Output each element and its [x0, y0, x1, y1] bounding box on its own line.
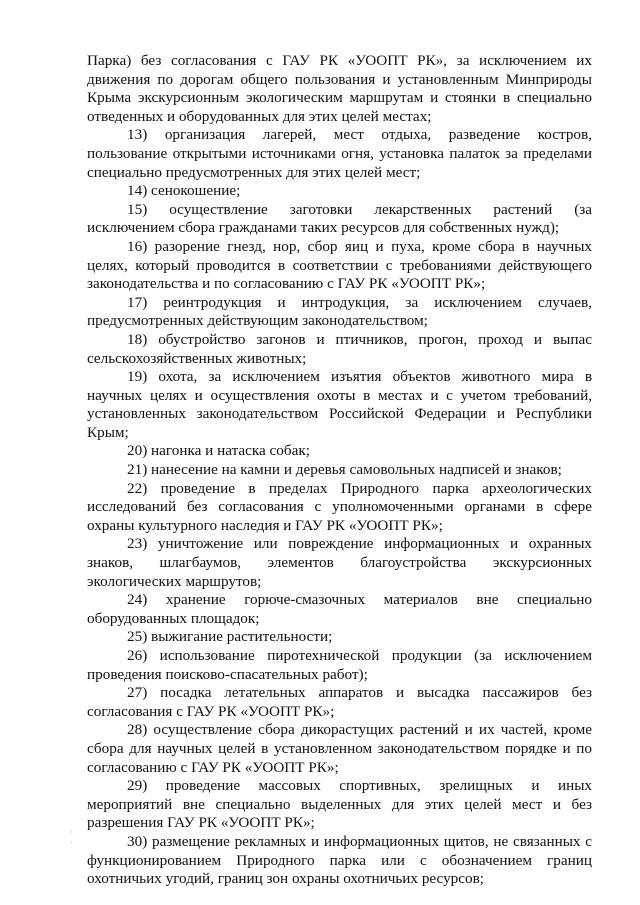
list-item-13: 13) организация лагерей, мест отдыха, разведение костров, пользование открытыми источниками огня, установка палаток за пределами специально предусмотренных для этих целей мест;	[87, 126, 592, 181]
scan-artifact: · ·	[70, 828, 73, 848]
list-item-21: 21) нанесение на камни и деревья самовольных надписей и знаков;	[127, 461, 562, 479]
list-item-26: 26) использование пиротехнической продукции (за исключением проведения поисково-спасательных работ);	[87, 647, 592, 683]
list-item-24: 24) хранение горюче-смазочных материалов вне специально оборудованных площадок;	[87, 591, 592, 627]
list-item-27: 27) посадка летательных аппаратов и высадка пассажиров без согласования с ГАУ РК «УООПТ РК»;	[87, 684, 592, 720]
list-item-25: 25) выжигание растительности;	[127, 628, 333, 646]
list-item-14: 14) сенокошение;	[127, 182, 241, 200]
list-item-15: 15) осуществление заготовки лекарственных растений (за исключением сбора гражданами таких ресурсов для собственных нужд);	[87, 200, 592, 237]
document-body	[87, 52, 592, 889]
list-item-22: 22) проведение в пределах Природного парка археологических исследований без согласования с уполномоченными органами в сфере охраны культурного наследия и ГАУ РК «УООПТ РК»;	[87, 479, 592, 534]
list-item-19: 19) охота, за исключением изъятия объектов животного мира в научных целях и осуществления охоты в местах и с учетом требований, установленных законодательством Российской Федерации и Республики Крым;	[87, 368, 592, 441]
list-item-28: 28) осуществление сбора дикорастущих растений и их частей, кроме сбора для научных целей в установленном законодательством порядке и по согласованию с ГАУ РК «УООПТ РК»;	[87, 721, 592, 776]
list-item-20: 20) нагонка и натаска собак;	[127, 442, 310, 460]
list-item-30: 30) размещение рекламных и информационных щитов, не связанных с функционированием Природного парка или с обозначением границ охотничьих угодий, границ зон охраны охотничьих ресурсов;	[87, 832, 592, 888]
list-item-16: 16) разорение гнезд, нор, сбор яиц и пуха, кроме сбора в научных целях, который проводится в соответствии с требованиями действующего законодательства и по согласованию с ГАУ РК «УООПТ РК»;	[87, 237, 592, 293]
list-item-29: 29) проведение массовых спортивных, зрелищных и иных мероприятий вне специально выделенных для этих целей мест и без разрешения ГАУ РК «УООПТ РК»;	[87, 777, 592, 832]
list-item-17: 17) реинтродукция и интродукция, за исключением случаев, предусмотренных действующим законодательством;	[87, 293, 592, 330]
list-item-18: 18) обустройство загонов и птичников, прогон, проход и выпас сельскохозяйственных животных;	[87, 330, 592, 367]
paragraph-lead: Парка) без согласования с ГАУ РК «УООПТ РК», за исключением их движения по дорогам общего пользования и установленным Минприроды Крыма экскурсионным экологическим маршрутам и стоянки в специально отведенных и оборудованных для этих целей местах;	[87, 52, 592, 125]
list-item-23: 23) уничтожение или повреждение информационных и охранных знаков, шлагбаумов, элементов благоустройства экскурсионных экологических маршрутов;	[87, 535, 592, 590]
